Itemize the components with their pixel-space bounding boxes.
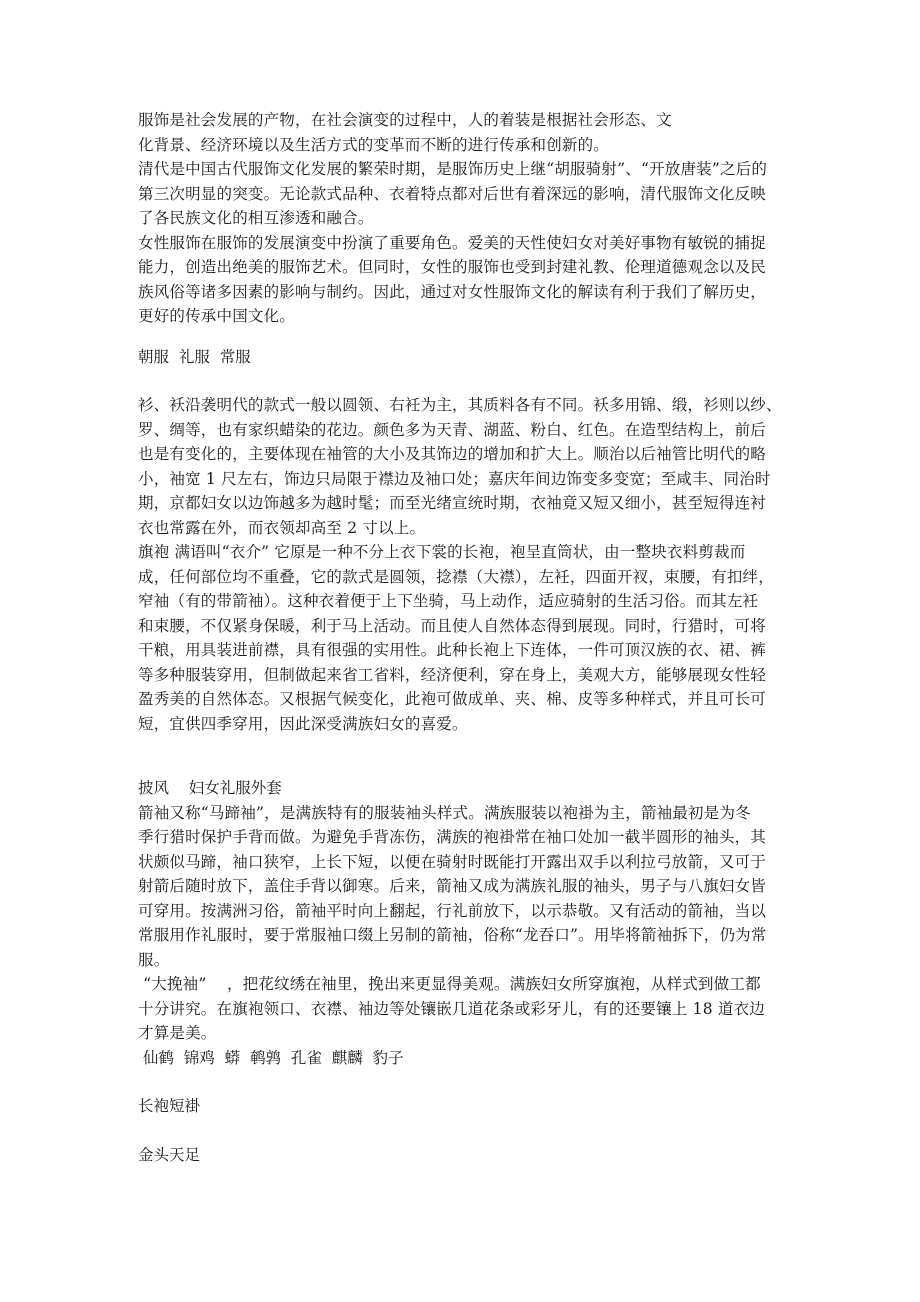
section-2-paragraph-1 bbox=[138, 801, 786, 973]
rank-list: 仙鹤 锦鸡 蟒 鹌鹑 孔雀 麒麟 豹子 bbox=[138, 1048, 404, 1067]
section-heading: 金头天足 bbox=[138, 1145, 201, 1164]
text-line: 女性服饰在服饰的发展演变中扮演了重要角色。爱美的天性使妇女对美好事物有敏锐的捕捉 bbox=[138, 233, 767, 252]
text-line: 干粮，用具装进前襟，具有很强的实用性。此种长袍上下连体，一件可顶汉族的衣、裙、裤 bbox=[138, 641, 767, 659]
text-line: 季行猎时保护手背而做。为避免手背冻伤，满族的袍褂常在袖口处加一截半圆形的袖头，其 bbox=[138, 828, 767, 846]
text-line: 常服用作礼服时，要于常服袖口缀上另制的箭袖，俗称“龙吞口”。用毕将箭袖拆下，仍为常 bbox=[138, 926, 767, 944]
text-line: 衣也常露在外，而衣领却高至 2 寸以上。 bbox=[138, 518, 426, 537]
section-1-paragraph-2 bbox=[138, 540, 786, 736]
section-heading: 长袍短褂 bbox=[138, 1097, 201, 1115]
text-line: 了各民族文化的相互渗透和融合。 bbox=[138, 209, 374, 227]
section-4 bbox=[138, 1143, 786, 1168]
text-line: 盈秀美的自然体态。又根据气候变化，此袍可做成单、夹、棉、皮等多种样式，并且可长可 bbox=[138, 690, 767, 708]
text-line: 短，宜供四季穿用，因此深受满族妇女的喜爱。 bbox=[138, 714, 468, 733]
text-line: 可穿用。按满洲习俗，箭袖平时向上翻起，行礼前放下，以示恭敬。又有活动的箭袖，当以 bbox=[138, 901, 767, 920]
section-heading: 披风 妇女礼服外套 bbox=[138, 779, 282, 797]
text-line: 罗、绸等，也有家织蜡染的花边。颜色多为天青、湖蓝、粉白、红色。在造型结构上，前后 bbox=[138, 420, 767, 439]
text-line: 等多种服装穿用，但制做起来省工省料，经济便利，穿在身上，美观大方，能够展现女性轻 bbox=[138, 665, 767, 684]
text-line: 也是有变化的，主要体现在袖管的大小及其饰边的增加和扩大上。顺治以后袖管比明代的略 bbox=[138, 445, 767, 463]
section-3 bbox=[138, 1094, 786, 1119]
text-line: 更好的传承中国文化。 bbox=[138, 307, 296, 325]
text-line: 才算是美。 bbox=[138, 1024, 217, 1042]
section-1 bbox=[138, 345, 786, 370]
text-line: 成，任何部位均不重叠，它的款式是圆领，捻襟（大襟），左衽，四面开衩，束腰，有扣绊， bbox=[138, 567, 774, 586]
text-line: 状颇似马蹄，袖口狭窄，上长下短，以便在骑射时既能打开露出双手以利拉弓放箭，又可于 bbox=[138, 852, 767, 871]
text-line: 十分讲究。在旗袍领口、衣襟、袖边等处镶嵌几道花条或彩牙儿，有的还要镶上 18 道衣边 bbox=[138, 999, 765, 1018]
text-line: 期，京都妇女以边饰越多为越时髦；而至光绪宣统时期，衣袖竟又短又细小，甚至短得连衬 bbox=[138, 494, 767, 512]
text-line: 衫、袄沿袭明代的款式一般以圆领、右衽为主，其质料各有不同。袄多用锦、缎，衫则以纱、 bbox=[138, 396, 782, 414]
document-page bbox=[138, 108, 786, 1167]
text-line: 清代是中国古代服饰文化发展的繁荣时期，是服饰历史上继“胡服骑射”、“开放唐装”之后的 bbox=[138, 160, 768, 178]
section-2-ranks bbox=[138, 1046, 786, 1071]
intro-paragraph-3 bbox=[138, 231, 786, 329]
text-line: 第三次明显的突变。无论款式品种、衣着特点都对后世有着深远的影响，清代服饰文化反映 bbox=[138, 184, 767, 203]
text-line: 小，袖宽 1 尺左右，饰边只局限于襟边及袖口处；嘉庆年间边饰变多变宽；至咸丰、同治时 bbox=[138, 469, 771, 488]
section-heading: 朝服 礼服 常服 bbox=[138, 347, 251, 366]
section-1-paragraph-1 bbox=[138, 393, 786, 540]
text-line: 射箭后随时放下，盖住手背以御寒。后来，箭袖又成为满族礼服的袖头，男子与八旗妇女皆 bbox=[138, 877, 767, 895]
text-line: 箭袖又称“马蹄袖”，是满族特有的服装袖头样式。满族服装以袍褂为主，箭袖最初是为冬 bbox=[138, 803, 751, 822]
text-line: 服。 bbox=[138, 950, 170, 969]
text-line: 服饰是社会发展的产物，在社会演变的过程中，人的着装是根据社会形态、文 bbox=[138, 111, 672, 129]
text-line: 族风俗等诸多因素的影响与制约。因此，通过对女性服饰文化的解读有利于我们了解历史， bbox=[138, 282, 767, 301]
section-2 bbox=[138, 776, 786, 801]
section-2-paragraph-2 bbox=[138, 972, 786, 1046]
text-line: “大挽袖” ，把花纹绣在袖里，挽出来更显得美观。满族妇女所穿旗袍，从样式到做工都 bbox=[138, 975, 761, 993]
text-line: 和束腰，不仅紧身保暖，利于马上活动。而且使人自然体态得到展现。同时，行猎时，可将 bbox=[138, 616, 767, 635]
text-line: 窄袖（有的带箭袖）。这种衣着便于上下坐骑，马上动作，适应骑射的生活习俗。而其左衽 bbox=[138, 592, 759, 610]
intro-paragraph-2 bbox=[138, 157, 786, 231]
text-line: 旗袍 满语叫“衣介” 它原是一种不分上衣下裳的长袍，袍呈直筒状，由一整块衣料剪裁而 bbox=[138, 543, 746, 561]
text-line: 能力，创造出绝美的服饰艺术。但同时，女性的服饰也受到封建礼教、伦理道德观念以及民 bbox=[138, 258, 767, 276]
intro-paragraph-1 bbox=[138, 108, 786, 157]
text-line: 化背景、经济环境以及生活方式的变革而不断的进行传承和创新的。 bbox=[138, 135, 610, 154]
